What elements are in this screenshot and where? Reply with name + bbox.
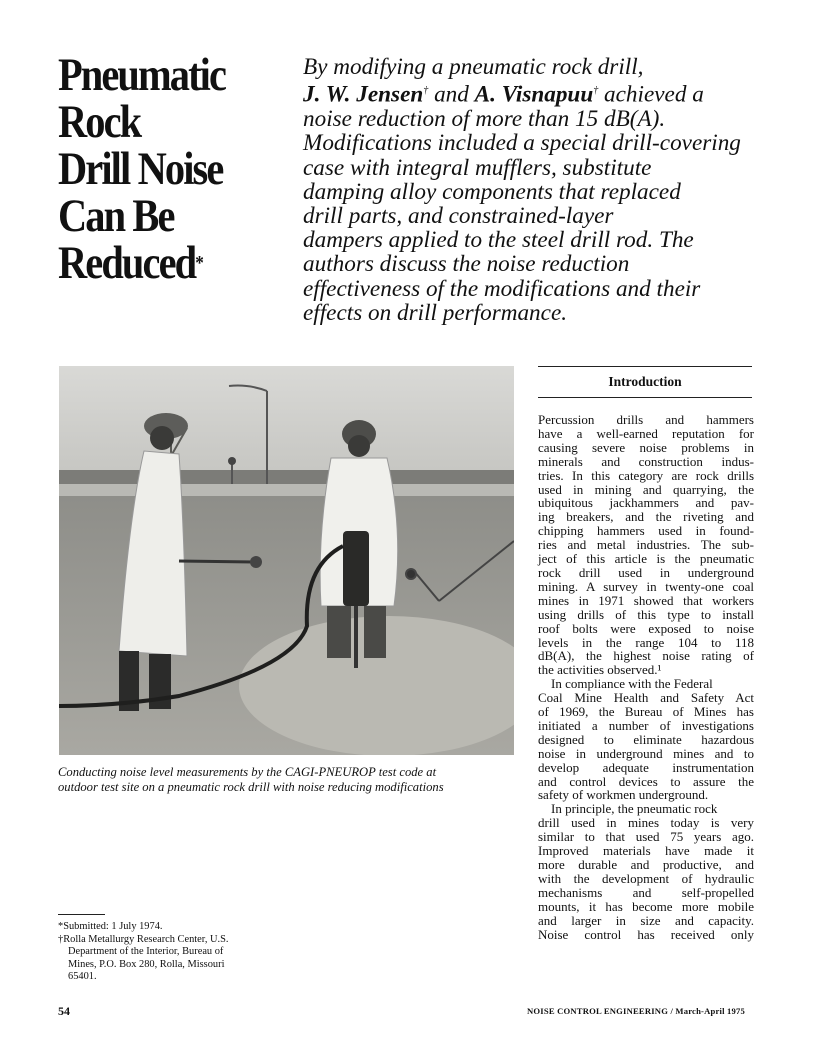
- body-line: minerals and construction indus-: [538, 453, 754, 469]
- body-line: with the development of hydraulic: [538, 870, 754, 886]
- body-line: roof bolts were exposed to noise: [538, 620, 754, 636]
- body-line: ject of this article is the pneumatic: [538, 551, 754, 567]
- body-line: similar to that used 75 years ago.: [538, 829, 754, 845]
- abstract-author-line: [303, 79, 775, 107]
- body-line: initiated a number of investigations: [538, 717, 754, 733]
- body-line: using drills of this type to install: [538, 606, 754, 622]
- body-line: Percussion drills and hammers: [538, 412, 754, 427]
- body-line: mounts, it has become more mobile: [538, 898, 754, 914]
- author-dagger: †: [423, 85, 429, 97]
- heading-rule-top: [538, 366, 752, 367]
- heading-rule-bottom: [538, 397, 752, 398]
- footnote-line: Department of the Interior, Bureau of: [68, 946, 224, 957]
- running-footer: NOISE CONTROL ENGINEERING / March-April 1975: [527, 1006, 746, 1016]
- abstract-line: effects on drill performance.: [303, 299, 568, 326]
- sky: [59, 366, 514, 486]
- abstract-line-tail: achieved a: [598, 81, 704, 108]
- abstract-line: noise reduction of more than 15 dB(A).: [303, 106, 666, 133]
- body-line: more durable and productive, and: [538, 857, 754, 872]
- title-line: Can Be: [58, 190, 174, 242]
- field-test-photo: [59, 366, 514, 755]
- body-line: ing breakers, and the riveting and: [538, 509, 754, 525]
- body-line: used in mining and quarrying, the: [538, 481, 754, 497]
- body-line: In principle, the pneumatic rock: [551, 801, 718, 817]
- footnote-line: †Rolla Metallurgy Research Center, U.S.: [58, 933, 229, 945]
- author-dagger: †: [593, 85, 599, 97]
- body-line: ubiquitous jackhammers and pav-: [538, 495, 754, 511]
- body-line: levels in the range 104 to 118: [538, 634, 754, 650]
- title-last-word: Reduced: [58, 237, 196, 289]
- body-line: the activities observed.¹: [538, 662, 662, 678]
- body-line: chipping hammers used in found-: [538, 523, 754, 539]
- body-line: mining. A survey in twenty-one coal: [538, 578, 754, 594]
- body-line: mechanisms and self-propelled: [538, 884, 754, 900]
- body-line: tries. In this category are rock drills: [538, 467, 754, 483]
- horizon-trees: [59, 470, 514, 484]
- title-footnote-mark: *: [195, 252, 204, 274]
- abstract-line: case with integral mufflers, substitute: [303, 154, 652, 181]
- body-line: In compliance with the Federal: [551, 676, 713, 692]
- road-sign: [228, 457, 236, 465]
- body-line: noise in underground mines and to: [538, 745, 754, 761]
- caption-line: Conducting noise level measurements by the CAGI-PNEUROP test code at: [58, 765, 437, 779]
- caption-line: outdoor test site on a pneumatic rock drill with noise reducing modifications: [58, 780, 444, 794]
- footnotes: [58, 921, 288, 984]
- abstract-line: Modifications included a special drill-covering: [303, 130, 741, 157]
- footnote-line: *Submitted: 1 July 1974.: [58, 921, 163, 932]
- body-line: drill used in mines today is very: [538, 815, 754, 831]
- page-number: 54: [58, 1004, 70, 1018]
- abstract-line: authors discuss the noise reduction: [303, 251, 630, 278]
- highway: [59, 484, 514, 498]
- body-line: safety of workmen underground.: [538, 787, 709, 803]
- title-line: Rock: [58, 96, 141, 148]
- body-line: designed to eliminate hazardous: [538, 731, 754, 747]
- title-line: Drill Noise: [58, 143, 223, 195]
- abstract-line: dampers applied to the steel drill rod. The: [303, 227, 694, 254]
- body-line: develop adequate instrumentation: [538, 759, 754, 775]
- footnote-divider: [58, 914, 105, 915]
- body-line: and control devices to assure the: [538, 773, 754, 789]
- body-line: Coal Mine Health and Safety Act: [538, 690, 754, 706]
- author-visnapuu: A. Visnapuu: [474, 81, 594, 108]
- abstract: [303, 55, 775, 325]
- body-line: rock drill used in underground: [538, 564, 754, 580]
- body-line: have a well-earned reputation for: [538, 425, 754, 441]
- body-line: dB(A), the highest noise rating of: [538, 648, 754, 664]
- title-line: [58, 237, 256, 289]
- author-jensen: J. W. Jensen: [303, 81, 424, 108]
- body-line: and larger in size and capacity.: [538, 912, 754, 928]
- photo-illustration: [59, 366, 514, 755]
- body-line: Noise control has received only: [538, 926, 754, 942]
- footnote-line: 65401.: [68, 971, 97, 982]
- introduction-body: [538, 413, 754, 941]
- body-line: ries and metal industries. The sub-: [538, 537, 754, 553]
- body-line: of 1969, the Bureau of Mines has: [538, 704, 754, 720]
- abstract-line: damping alloy components that replaced: [303, 178, 681, 205]
- article-title: [58, 49, 256, 289]
- abstract-and: and: [428, 81, 475, 108]
- title-line: Pneumatic: [58, 49, 226, 101]
- abstract-line: By modifying a pneumatic rock drill,: [303, 54, 644, 80]
- body-line: Improved materials have made it: [538, 843, 754, 859]
- body-line: causing severe noise problems in: [538, 439, 754, 455]
- section-heading: Introduction: [608, 374, 682, 389]
- abstract-line: drill parts, and constrained-layer: [303, 202, 614, 229]
- abstract-line: effectiveness of the modifications and their: [303, 275, 701, 302]
- photo-caption: [58, 765, 518, 795]
- footnote-line: Mines, P.O. Box 280, Rolla, Missouri: [68, 958, 225, 970]
- body-line: mines in 1971 showed that workers: [538, 592, 754, 608]
